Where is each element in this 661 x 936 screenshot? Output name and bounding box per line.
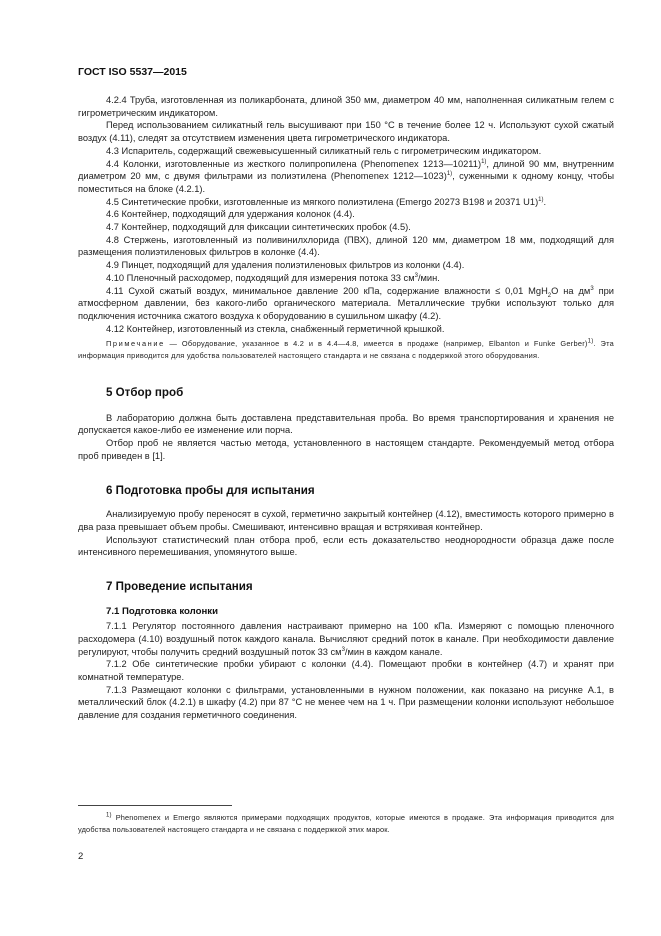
section-6-title: 6 Подготовка пробы для испытания	[106, 484, 315, 498]
section-5-paragraph: Отбор проб не является частью метода, установленного в настоящем стандарте. Рекомендуемый метод отбора проб приведен в [1].	[78, 437, 614, 461]
page-header: ГОСТ ISO 5537—2015	[78, 66, 187, 78]
paragraph-4-9: 4.9 Пинцет, подходящий для удаления полиэтиленовых фильтров из колонки (4.4).	[106, 260, 465, 271]
paragraph-7-1-1: 7.1.1 Регулятор постоянного давления настраивают примерно на 100 кПа. Измеряют с помощью пленочного расходомера (4.10) воздушный поток каждого канала. Вычисляют средний поток в канале. При необходимости давление регулируют, чтобы получить средний воздушный поток 33 $см^3$/мин в каждом канале.	[78, 621, 614, 657]
page-number: 2	[78, 851, 84, 862]
footnote: $^{1)}$ Phenomenex и Emergo являются примерами подходящих продуктов, которые имеются в продаже. Эта информация приводится для удобства пользователей настоящего стандарта и не связана с поддержкой этих марок.	[78, 812, 614, 834]
footnote-ref: 1)	[446, 171, 453, 178]
footnote-divider	[78, 805, 232, 806]
footnote-ref: 1)	[538, 196, 544, 203]
paragraph-7-1-2: 7.1.2 Обе синтетические пробки убирают с колонки (4.4). Помещают пробки в контейнер (4.7) и хранят при комнатной температуре.	[78, 659, 614, 682]
footnote-ref: 1)	[587, 338, 594, 345]
paragraph-4-2-4: 4.2.4 Труба, изготовленная из поликарбоната, длиной 350 мм, диаметром 40 мм, наполненная силикатным гелем с гигрометрическим индикатором.	[78, 95, 614, 118]
section-5-paragraph: В лабораторию должна быть доставлена представительная проба. Во время транспортирования и хранения не допускается какое-либо ее изменение или порча.	[78, 412, 614, 436]
paragraph-4-5: 4.5 Синтетические пробки, изготовленные из мягкого полиэтилена (Emergo 20273 B198 и 20371 U1)$^{1)}$.	[106, 196, 547, 207]
section-5-title: 5 Отбор проб	[106, 385, 184, 399]
paragraph-4-11: 4.11 Сухой сжатый воздух, минимальное давление 200 кПа, содержание влажности ≤ 0,01 MgH$_2$O на $дм^3$ при атмосферном давлении, без какого-либо органического материала. Металлические трубки используют только для подключения источника сжатого воздуха к оборудованию в сушильном шкафу (4.2).	[78, 285, 614, 321]
section-6-paragraph: Используют статистический план отбора проб, если есть доказательство неоднородности образца даже после интенсивного перемешивания, упомянутого выше.	[78, 534, 614, 558]
footnote-mark: 1)	[106, 812, 112, 819]
paragraph-4-2-4-drying: Перед использованием силикатный гель высушивают при 150 °С в течение более 12 ч. Используют сухой сжатый воздух (4.11), следят за отсутствием изменения цвета гигрометрического индикатора.	[78, 120, 614, 144]
section-6-paragraph: Анализируемую пробу переносят в сухой, герметично закрытый контейнер (4.12), вместимость которого примерно в два раза превышает объем пробы. Смешивают, интенсивно вращая и встряхивая контейнер.	[78, 509, 614, 533]
section-7-title: 7 Проведение испытания	[106, 580, 253, 594]
paragraph-4-12: 4.12 Контейнер, изготовленный из стекла, снабженный герметичной крышкой.	[106, 323, 445, 334]
subsection-7-1-title: 7.1 Подготовка колонки	[106, 606, 218, 618]
paragraph-4-6: 4.6 Контейнер, подходящий для удержания колонок (4.4).	[106, 209, 355, 220]
document-body	[78, 94, 614, 722]
paragraph-4-10: 4.10 Пленочный расходомер, подходящий для измерения потока 33 $см^3$/мин.	[106, 272, 440, 283]
note: Примечание — Оборудование, указанное в 4.2 и в 4.4—4.8, имеется в продаже (например, Elbanton и Funke Gerber)$^{1)}$. Эта информация приводится для удобства пользователей настоящего стандарта и не связана с поддержкой этого оборудования.	[78, 338, 614, 360]
footnote-ref: 1)	[481, 158, 487, 165]
paragraph-4-7: 4.7 Контейнер, подходящий для фиксации синтетических пробок (4.5).	[106, 222, 411, 233]
paragraph-7-1-3: 7.1.3 Размещают колонки с фильтрами, установленными в нужном положении, как показано на рисунке А.1, в металлический блок (4.2.1) в шкафу (4.2) при 87 °С не менее чем на 1 ч. При размещении колонки используют небольшое давление для создания герметичного соединения.	[78, 684, 614, 721]
paragraph-4-3: 4.3 Испаритель, содержащий свежевысушенный силикатный гель с гигрометрическим индикатором.	[106, 145, 542, 156]
paragraph-4-8: 4.8 Стержень, изготовленный из поливинилхлорида (ПВХ), длиной 120 мм, диаметром 18 мм, подходящий для размещения полиэтиленовых фильтров в колонке (4.4).	[78, 234, 614, 258]
paragraph-4-4: 4.4 Колонки, изготовленные из жесткого полипропилена (Phenomenex 1213—10211)$^{1)}$, длиной 90 мм, внутренним диаметром 20 мм, с двумя фильтрами из полиэтилена (Phenomenex 1212—1023)$^{1)}$, суженными к одному концу, чтобы поместиться на блоке (4.2.1).	[78, 158, 615, 194]
note-label: Примечание	[106, 339, 165, 349]
